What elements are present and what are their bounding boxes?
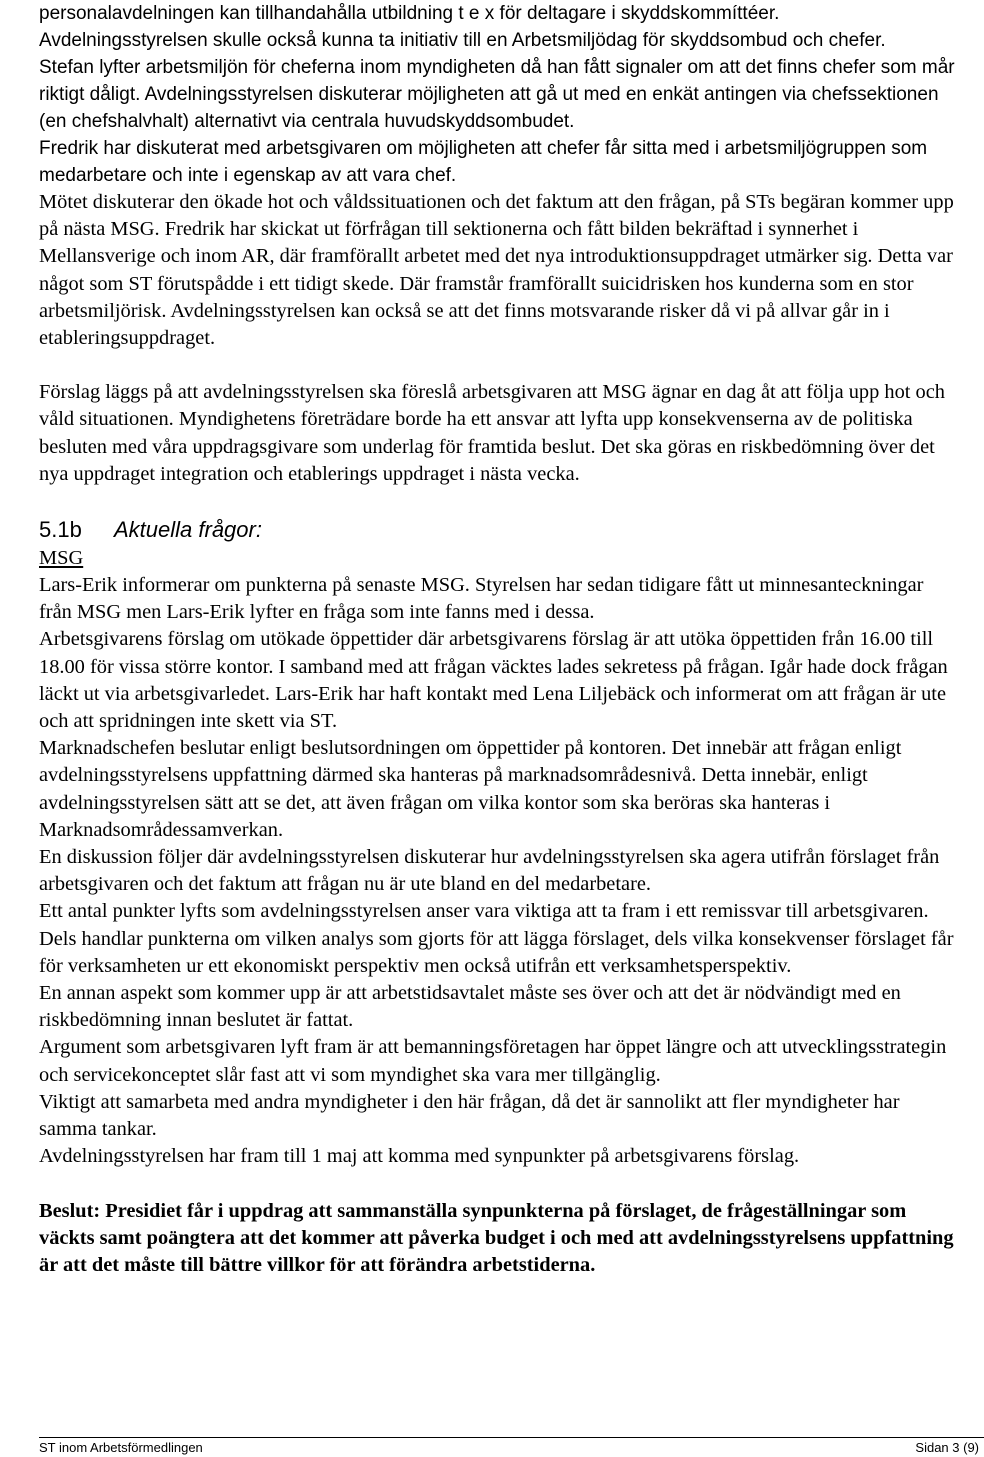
paragraph: Förslag läggs på att avdelningsstyrelsen ska föreslå arbetsgivaren att MSG ägnar en dag åt att följa upp hot och våld situationen. Myndighetens företrädare borde ha ett ansvar att lyfta upp konsekvenserna av de politiska besluten med våra uppdragsgivare som underlag för framtida beslut. Det ska göras en riskbedömning över det nya uppdraget integration och etablerings uppdraget i nästa vecka. — [39, 381, 945, 485]
section-number: 5.1b — [39, 517, 82, 543]
footer-divider — [39, 1437, 984, 1438]
paragraph: Lars-Erik informerar om punkterna på senaste MSG. Styrelsen har sedan tidigare fått ut minnesanteckningar från MSG men Lars-Erik lyfter en fråga som inte fanns med i dessa. — [39, 574, 924, 624]
document-page — [39, 0, 979, 1455]
section-heading — [39, 515, 960, 545]
paragraph: Avdelningsstyrelsen har fram till 1 maj att komma med synpunkter på arbetsgivarens förslag. — [39, 1145, 800, 1168]
subheading: MSG — [39, 547, 84, 570]
paragraph: En diskussion följer där avdelningsstyrelsen diskuterar hur avdelningsstyrelsen ska agera utifrån förslaget från arbetsgivaren och det faktum att frågan nu är ute bland en del medarbetare. — [39, 846, 940, 896]
paragraph: Mötet diskuterar den ökade hot och våldssituationen och det faktum att den frågan, på STs begäran kommer upp på nästa MSG. Fredrik har skickat ut förfrågan till sektionerna och fått bilden bekräftad i synnerhet i Mellansverige och inom AR, där framförallt arbetet med det nya introduktionsuppdraget utmärker sig. Detta var något som ST förutspådde i ett tidigt skede. Där framstår framförallt suicidrisken hos kunderna som en stor arbetsmiljörisk. Avdelningsstyrelsen kan också se att det finns motsvarande risker då vi på allvar går in i etableringsuppdraget. — [39, 191, 954, 350]
paragraph: Avdelningsstyrelsen skulle också kunna ta initiativ till en Arbetsmiljödag för skyddsombud och chefer. — [39, 30, 886, 51]
paragraph: Viktigt att samarbeta med andra myndigheter i den här frågan, då det är sannolikt att fler myndigheter har samma tankar. — [39, 1090, 900, 1141]
msg-section — [39, 572, 960, 1170]
section-title: Aktuella frågor: — [114, 517, 262, 543]
paragraph: personalavdelningen kan tillhandahålla utbildning t e x för deltagare i skyddskommíttéer. — [39, 3, 780, 24]
paragraph: Fredrik har diskuterat med arbetsgivaren om möjligheten att chefer får sitta med i arbetsmiljögruppen som medarbetare och inte i egenskap av att vara chef. — [39, 138, 928, 186]
page-number: Sidan 3 (9) — [915, 1440, 979, 1455]
paragraph: Ett antal punkter lyfts som avdelningsstyrelsen anser vara viktiga att ta fram i ett remissvar till arbetsgivaren. Dels handlar punkterna om vilken analys som gjorts för att lägga förslaget, dels vilka konsekvenser förslaget får för verksamheten ur ett ekonomiskt perspektiv men också utifrån ett verksamhetsperspektiv. — [39, 900, 954, 977]
footer-organization: ST inom Arbetsförmedlingen — [39, 1440, 203, 1455]
paragraph-gap — [39, 352, 960, 379]
paragraph: Arbetsgivarens förslag om utökade öppettider där arbetsgivarens förslag är att utöka öppettiden från 16.00 till 18.00 för vissa större kontor. I samband med att frågan väcktes lades sekretess på frågan. Igår hade dock frågan läckt ut via arbetsgivarledet. Lars-Erik har haft kontakt med Lena Liljebäck och informerat om att frågan är ute och att spridningen inte skett via ST. — [39, 628, 948, 733]
paragraph: Argument som arbetsgivaren lyft fram är att bemanningsföretagen har öppet längre och att utvecklingsstrategin och servicekonceptet slår fast att vi som myndighet ska vara mer tillgänglig. — [39, 1036, 947, 1086]
paragraph: Stefan lyfter arbetsmiljön för cheferna inom myndigheten då han fått signaler om att det finns chefer som mår riktigt dåligt. Avdelningsstyrelsen diskuterar möjligheten att gå ut med en enkät antingen via chefssektionen (en chefshalvhalt) alternativt via centrala huvudskyddsombudet. — [39, 57, 955, 132]
paragraph: En annan aspekt som kommer upp är att arbetstidsavtalet måste ses över och att det är nödvändigt med en riskbedömning innan beslutet är fattat. — [39, 982, 901, 1032]
decision-paragraph: Beslut: Presidiet får i uppdrag att sammanställa synpunkterna på förslaget, de frågeställningar som väckts samt poängtera att det kommer att påverka budget i och med att avdelningsstyrelsens uppfattning är att det måste till bättre villkor för att förändra arbetstiderna. — [39, 1199, 954, 1276]
top-section — [39, 0, 960, 189]
paragraph: Marknadschefen beslutar enligt beslutsordningen om öppettider på kontoren. Det innebär att frågan enligt avdelningsstyrelsens uppfattning därmed ska hanteras på marknadsområdesnivå. Detta innebär, enligt avdelningsstyrelsen sätt att se det, att även frågan om vilka kontor som ska beröras ska hanteras i Marknadsområdessamverkan. — [39, 737, 902, 841]
paragraph-gap — [39, 1171, 960, 1198]
